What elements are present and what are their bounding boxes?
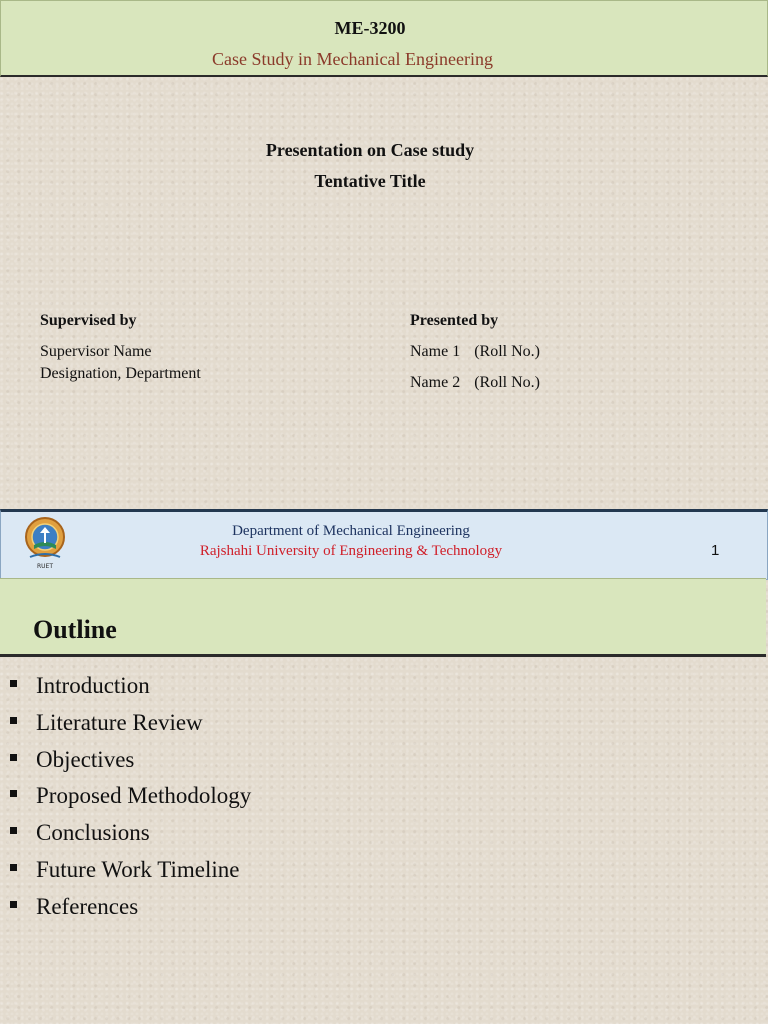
supervised-by-label: Supervised by [40, 312, 137, 329]
list-item: References [0, 889, 760, 926]
list-item: Introduction [0, 668, 760, 705]
course-name: Case Study in Mechanical Engineering [212, 49, 493, 69]
square-bullet-icon [10, 680, 17, 687]
department-name: Department of Mechanical Engineering [232, 523, 470, 539]
list-item: Future Work Timeline [0, 852, 760, 889]
supervisor-name: Supervisor Name [40, 343, 152, 360]
list-item: Literature Review [0, 705, 760, 742]
logo-text: RUET [36, 563, 54, 570]
presenter-row [410, 374, 540, 392]
university-name: Rajshahi University of Engineering & Technology [199, 543, 503, 559]
presenter-roll: (Roll No.) [474, 343, 540, 360]
square-bullet-icon [10, 754, 17, 761]
list-item: Conclusions [0, 815, 760, 852]
presenter-name: Name 2 [410, 374, 461, 391]
list-item: Proposed Methodology [0, 778, 760, 815]
outline-list [0, 668, 760, 926]
square-bullet-icon [10, 827, 17, 834]
square-bullet-icon [10, 717, 17, 724]
page-number: 1 [711, 542, 720, 559]
presenter-row [410, 343, 540, 361]
presenter-name: Name 1 [410, 343, 461, 360]
square-bullet-icon [10, 790, 17, 797]
square-bullet-icon [10, 901, 17, 908]
presented-by-label: Presented by [410, 312, 499, 329]
tentative-title: Tentative Title [314, 171, 426, 191]
list-item: Objectives [0, 742, 760, 779]
course-code: ME-3200 [334, 18, 406, 38]
presenter-roll: (Roll No.) [474, 374, 540, 391]
square-bullet-icon [10, 864, 17, 871]
supervisor-designation: Designation, Department [40, 365, 201, 382]
presentation-heading: Presentation on Case study [265, 140, 475, 160]
outline-title: Outline [33, 615, 117, 644]
